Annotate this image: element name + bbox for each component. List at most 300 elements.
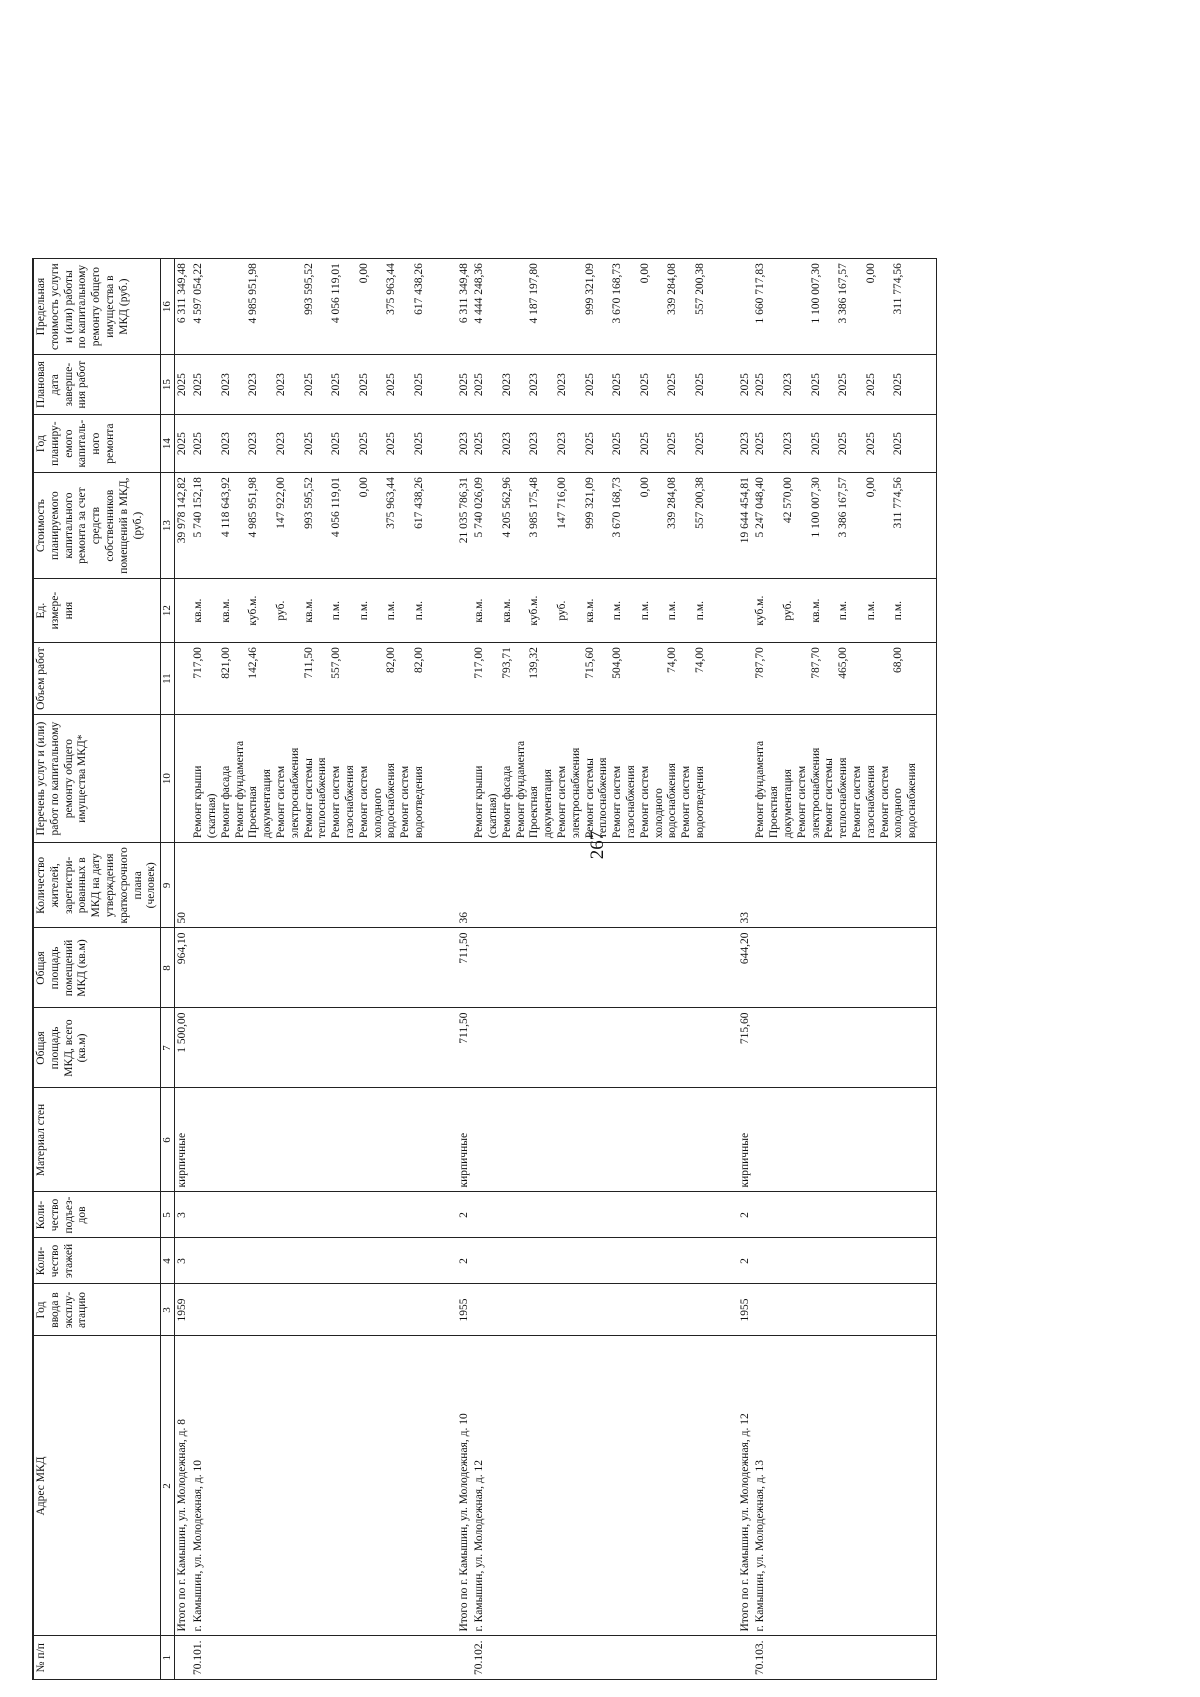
work-limit: 311 774,56 — [892, 263, 905, 315]
header-cell: Объем работ — [33, 643, 161, 715]
work-cost: 5 740 152,18 — [192, 477, 205, 538]
work-cost-list — [191, 473, 441, 579]
total-end-year: 2025 — [175, 355, 191, 415]
work-volume-list — [191, 643, 441, 715]
work-unit: кв.м. — [473, 598, 486, 623]
work-volume — [865, 647, 893, 710]
empty-cell — [723, 1088, 738, 1192]
empty-cell — [738, 643, 754, 715]
year-built: 1955 — [457, 1284, 473, 1336]
header-cell: Предельная стоимость услуги и (или) работы по капитальному ремонту общего имущества в МКД (руб.) — [33, 259, 161, 355]
work-end-year: 2025 — [694, 373, 707, 397]
empty-cell — [753, 1284, 921, 1336]
work-year: 2023 — [528, 432, 541, 456]
empty-cell — [753, 1088, 921, 1192]
work-limit: 999 321,09 — [583, 263, 596, 315]
wall-material: кирпичные — [175, 1088, 191, 1192]
empty-cell — [442, 355, 457, 415]
work-limit: 0,00 — [864, 263, 877, 284]
work-year: 2023 — [247, 432, 260, 456]
residents-count: 50 — [175, 843, 191, 928]
work-unit-list — [191, 579, 441, 643]
empty-cell — [723, 843, 738, 928]
empty-cell — [921, 843, 937, 928]
work-cost: 617 438,26 — [412, 477, 425, 529]
work-volume: 68,00 — [892, 647, 905, 673]
row-number: 70.102. — [472, 1636, 722, 1680]
total-row — [175, 259, 191, 1680]
empty-cell — [472, 928, 722, 1008]
empty-cell — [472, 1088, 722, 1192]
work-name-list — [191, 715, 441, 843]
empty-cell — [753, 843, 921, 928]
work-name: Ремонт фасада — [219, 765, 232, 839]
work-name: Ремонт систем холодного водоснабжения — [638, 763, 679, 839]
work-volume: 142,46 — [247, 647, 260, 679]
work-volume: 74,00 — [666, 647, 679, 673]
work-unit-list — [753, 579, 921, 643]
house-row — [472, 259, 722, 1680]
work-cost: 4 118 643,92 — [219, 477, 232, 538]
work-end-year-list — [753, 355, 921, 415]
work-volume: 82,00 — [385, 647, 398, 673]
empty-cell — [442, 928, 457, 1008]
work-end-year: 2025 — [809, 373, 822, 397]
work-cost: 339 284,08 — [666, 477, 679, 529]
work-volume: 787,70 — [754, 647, 767, 679]
header-cell: Ед. измере-ния — [33, 579, 161, 643]
work-unit: кв.м. — [219, 598, 232, 623]
work-volume: 74,00 — [694, 647, 707, 673]
work-unit: п.м. — [694, 601, 707, 621]
work-volume — [782, 647, 810, 710]
empty-cell — [753, 1008, 921, 1088]
work-limit: 0,00 — [357, 263, 370, 284]
work-unit: куб.м. — [528, 595, 541, 626]
work-year: 2025 — [809, 432, 822, 456]
residents-count: 36 — [457, 843, 473, 928]
empty-cell — [921, 415, 937, 473]
work-unit: кв.м. — [500, 598, 513, 623]
work-end-year: 2025 — [754, 373, 767, 397]
work-year: 2025 — [666, 432, 679, 456]
work-name: Ремонт систем холодного водоснабжения — [878, 763, 919, 839]
empty-cell — [472, 1238, 722, 1284]
empty-cell — [921, 1192, 937, 1238]
total-repair-year: 2023 — [457, 415, 473, 473]
header-cell: Материал стен — [33, 1088, 161, 1192]
empty-cell — [921, 1238, 937, 1284]
column-number: 2 — [161, 1336, 175, 1636]
empty-cell — [457, 643, 473, 715]
header-cell: Плановая дата заверше-ния работ — [33, 355, 161, 415]
table-body — [175, 259, 937, 1680]
work-unit: кв.м. — [583, 598, 596, 623]
work-volume: 711,50 — [302, 647, 315, 679]
work-limit: 557 200,38 — [694, 263, 707, 315]
work-year: 2023 — [274, 432, 287, 456]
empty-cell — [921, 1008, 937, 1088]
empty-cell — [175, 579, 191, 643]
floors-count: 3 — [175, 1238, 191, 1284]
work-unit: кв.м. — [192, 598, 205, 623]
work-volume: 793,71 — [500, 647, 513, 679]
work-end-year: 2025 — [330, 373, 343, 397]
empty-cell — [442, 259, 457, 355]
work-limit: 339 284,08 — [666, 263, 679, 315]
work-name: Проектная документация — [528, 769, 555, 839]
work-end-year: 2023 — [500, 373, 513, 397]
work-end-year: 2025 — [385, 373, 398, 397]
work-cost: 3 670 168,73 — [611, 477, 624, 538]
total-label: Итого по г. Камышин, ул. Молодежная, д. 12 — [738, 1336, 754, 1636]
work-unit: п.м. — [638, 601, 651, 621]
total-cost: 21 035 786,31 — [457, 473, 473, 579]
work-limit — [782, 263, 810, 350]
work-cost: 4 205 562,96 — [500, 477, 513, 538]
empty-cell — [921, 1336, 937, 1636]
empty-cell — [723, 415, 738, 473]
entrances-count: 2 — [457, 1192, 473, 1238]
page-number: 267 — [587, 830, 608, 860]
work-limit — [556, 263, 584, 350]
empty-cell — [738, 715, 754, 843]
empty-cell — [457, 1636, 473, 1680]
work-limit — [220, 263, 248, 350]
work-volume: 504,00 — [611, 647, 624, 679]
empty-cell — [442, 1238, 457, 1284]
empty-cell — [921, 1088, 937, 1192]
work-name: Проектная документация — [247, 769, 274, 839]
empty-cell — [753, 928, 921, 1008]
total-area: 1 500,00 — [175, 1008, 191, 1088]
column-number: 4 — [161, 1238, 175, 1284]
repair-plan-table — [32, 258, 937, 1680]
work-year: 2025 — [837, 432, 850, 456]
work-unit: п.м. — [330, 601, 343, 621]
work-volume: 717,00 — [192, 647, 205, 679]
work-name: Ремонт системы теплоснабжения — [302, 757, 329, 839]
work-end-year: 2023 — [782, 373, 795, 397]
empty-cell — [723, 355, 738, 415]
work-year-list — [191, 415, 441, 473]
empty-cell — [442, 579, 457, 643]
total-row — [457, 259, 473, 1680]
empty-cell — [921, 1636, 937, 1680]
work-end-year: 2025 — [666, 373, 679, 397]
work-name: Ремонт систем холодного водоснабжения — [357, 763, 398, 839]
work-name: Ремонт систем газоснабжения — [611, 765, 638, 839]
empty-cell — [442, 643, 457, 715]
work-volume: 787,70 — [809, 647, 822, 679]
work-end-year: 2025 — [473, 373, 486, 397]
empty-cell — [191, 1192, 441, 1238]
row-number: 70.103. — [753, 1636, 921, 1680]
empty-cell — [723, 928, 738, 1008]
work-limit: 4 187 197,80 — [528, 263, 541, 324]
work-unit: п.м. — [666, 601, 679, 621]
empty-cell — [472, 843, 722, 928]
floors-count: 2 — [738, 1238, 754, 1284]
empty-cell — [442, 473, 457, 579]
work-end-year: 2025 — [302, 373, 315, 397]
column-number: 12 — [161, 579, 175, 643]
empty-cell — [723, 1192, 738, 1238]
work-end-year: 2023 — [247, 373, 260, 397]
empty-cell — [723, 1336, 738, 1636]
empty-cell — [191, 1238, 441, 1284]
empty-cell — [753, 1192, 921, 1238]
empty-cell — [175, 643, 191, 715]
empty-cell — [442, 415, 457, 473]
work-year: 2025 — [385, 432, 398, 456]
empty-cell — [738, 1636, 754, 1680]
header-cell: Год ввода в эксплу-атацию — [33, 1284, 161, 1336]
work-unit: кв.м. — [809, 598, 822, 623]
work-cost: 0,00 — [357, 477, 370, 498]
work-volume — [358, 647, 386, 710]
empty-cell — [921, 715, 937, 843]
work-limit: 4 056 119,01 — [330, 263, 343, 324]
empty-cell — [442, 1008, 457, 1088]
empty-cell — [191, 1088, 441, 1192]
work-end-year: 2023 — [556, 373, 569, 397]
work-cost: 557 200,38 — [694, 477, 707, 529]
work-end-year: 2025 — [412, 373, 425, 397]
row-number: 70.101. — [191, 1636, 441, 1680]
work-limit: 1 660 717,83 — [754, 263, 767, 324]
empty-cell — [723, 259, 738, 355]
work-limit: 617 438,26 — [412, 263, 425, 315]
entrances-count: 2 — [738, 1192, 754, 1238]
total-end-year: 2025 — [457, 355, 473, 415]
total-label: Итого по г. Камышин, ул. Молодежная, д. 8 — [175, 1336, 191, 1636]
work-year: 2025 — [583, 432, 596, 456]
work-year: 2023 — [782, 432, 795, 456]
work-name: Ремонт крыши (скатная) — [473, 765, 500, 839]
work-year: 2025 — [864, 432, 877, 456]
work-year: 2025 — [892, 432, 905, 456]
work-year: 2025 — [330, 432, 343, 456]
empty-cell — [175, 1636, 191, 1680]
header-cell: № п/п — [33, 1636, 161, 1680]
empty-cell — [921, 643, 937, 715]
work-volume — [639, 647, 667, 710]
work-limit — [275, 263, 303, 350]
entrances-count: 3 — [175, 1192, 191, 1238]
wall-material: кирпичные — [738, 1088, 754, 1192]
work-name: Ремонт системы теплоснабжения — [583, 757, 610, 839]
house-address: г. Камышин, ул. Молодежная, д. 13 — [753, 1336, 921, 1636]
empty-cell — [723, 643, 738, 715]
empty-cell — [442, 843, 457, 928]
work-name: Ремонт фасада — [500, 765, 513, 839]
work-unit-list — [472, 579, 722, 643]
work-end-year: 2025 — [892, 373, 905, 397]
work-cost: 5 740 026,09 — [473, 477, 486, 538]
work-year: 2025 — [694, 432, 707, 456]
work-limit: 4 597 054,22 — [192, 263, 205, 324]
work-year: 2025 — [357, 432, 370, 456]
work-volume: 82,00 — [412, 647, 425, 673]
work-unit: руб. — [274, 600, 287, 621]
work-end-year: 2025 — [611, 373, 624, 397]
column-number: 15 — [161, 355, 175, 415]
work-name: Ремонт фундамента — [233, 740, 246, 839]
work-cost: 311 774,56 — [892, 477, 905, 529]
work-end-year: 2023 — [274, 373, 287, 397]
work-end-year: 2025 — [837, 373, 850, 397]
house-address: г. Камышин, ул. Молодежная, д. 12 — [472, 1336, 722, 1636]
empty-cell — [753, 1238, 921, 1284]
total-repair-year: 2023 — [738, 415, 754, 473]
empty-cell — [191, 843, 441, 928]
total-cost: 19 644 454,81 — [738, 473, 754, 579]
work-name: Ремонт систем электроснабжения — [274, 747, 301, 839]
work-unit: п.м. — [864, 601, 877, 621]
work-volume: 821,00 — [219, 647, 232, 679]
work-name: Ремонт системы теплоснабжения — [823, 757, 850, 839]
work-year: 2023 — [500, 432, 513, 456]
header-cell: Год планиру-емого капиталь-ного ремонта — [33, 415, 161, 473]
empty-cell — [921, 928, 937, 1008]
empty-cell — [457, 715, 473, 843]
work-name: Ремонт фундамента — [514, 740, 527, 839]
column-number-row — [161, 259, 175, 1680]
empty-cell — [442, 1336, 457, 1636]
work-limit: 1 100 007,30 — [809, 263, 822, 324]
work-end-year-list — [472, 355, 722, 415]
work-cost: 3 985 175,48 — [528, 477, 541, 538]
empty-cell — [442, 715, 457, 843]
work-name: Ремонт систем водоотведения — [399, 765, 425, 839]
header-cell: Адрес МКД — [33, 1336, 161, 1636]
work-volume-list — [753, 643, 921, 715]
work-name: Ремонт систем газоснабжения — [330, 765, 356, 839]
work-name-list — [753, 715, 921, 843]
work-end-year: 2023 — [219, 373, 232, 397]
work-end-year: 2025 — [583, 373, 596, 397]
work-cost: 5 247 048,40 — [754, 477, 767, 538]
work-year: 2025 — [638, 432, 651, 456]
work-name: Ремонт систем электроснабжения — [795, 747, 822, 839]
work-cost-list — [472, 473, 722, 579]
column-number: 5 — [161, 1192, 175, 1238]
work-unit: п.м. — [837, 601, 850, 621]
header-cell: Количество жителей, зарегистри-рованных в МКД на дату утверждения краткосрочного плана (человек) — [33, 843, 161, 928]
empty-cell — [738, 579, 754, 643]
work-name: Ремонт систем водоотведения — [680, 765, 707, 839]
work-unit: п.м. — [611, 601, 624, 621]
work-end-year-list — [191, 355, 441, 415]
work-cost: 375 963,44 — [385, 477, 398, 529]
column-number: 9 — [161, 843, 175, 928]
rooms-area: 711,50 — [457, 928, 473, 1008]
header-cell: Общая площадь помещений МКД (кв.м) — [33, 928, 161, 1008]
work-year: 2023 — [556, 432, 569, 456]
header-cell: Общая площадь МКД, всего (кв.м) — [33, 1008, 161, 1088]
work-year: 2025 — [412, 432, 425, 456]
column-number: 16 — [161, 259, 175, 355]
work-limit: 3 386 167,57 — [837, 263, 850, 324]
work-volume: 557,00 — [330, 647, 343, 679]
work-year: 2025 — [192, 432, 205, 456]
work-cost: 993 595,52 — [302, 477, 315, 529]
total-row — [738, 259, 754, 1680]
empty-cell — [191, 1284, 441, 1336]
work-limit — [501, 263, 529, 350]
work-cost-list — [753, 473, 921, 579]
rooms-area: 644,20 — [738, 928, 754, 1008]
empty-cell — [921, 1284, 937, 1336]
house-address: г. Камышин, ул. Молодежная, д. 10 — [191, 1336, 441, 1636]
header-cell: Коли-чество подъез-дов — [33, 1192, 161, 1238]
total-end-year: 2025 — [738, 355, 754, 415]
work-limit: 0,00 — [638, 263, 651, 284]
work-cost: 999 321,09 — [583, 477, 596, 529]
total-cost: 39 978 142,82 — [175, 473, 191, 579]
total-limit: 6 311 349,48 — [175, 259, 191, 355]
empty-cell — [723, 1636, 738, 1680]
work-limit-list — [753, 259, 921, 355]
total-repair-year: 2025 — [175, 415, 191, 473]
work-cost: 42 570,00 — [782, 477, 795, 524]
empty-cell — [723, 715, 738, 843]
total-area: 711,50 — [457, 1008, 473, 1088]
wall-material: кирпичные — [457, 1088, 473, 1192]
column-number: 10 — [161, 715, 175, 843]
work-end-year: 2023 — [528, 373, 541, 397]
column-number: 7 — [161, 1008, 175, 1088]
floors-count: 2 — [457, 1238, 473, 1284]
work-limit: 3 670 168,73 — [611, 263, 624, 324]
work-year: 2025 — [302, 432, 315, 456]
header-cell: Коли-чество этажей — [33, 1238, 161, 1284]
spacer-row — [723, 259, 738, 1680]
empty-cell — [723, 1008, 738, 1088]
house-row — [753, 259, 921, 1680]
column-number: 1 — [161, 1636, 175, 1680]
work-volume — [556, 647, 584, 710]
empty-cell — [442, 1284, 457, 1336]
residents-count: 33 — [738, 843, 754, 928]
empty-cell — [723, 1284, 738, 1336]
year-built: 1955 — [738, 1284, 754, 1336]
work-name: Проектная документация — [768, 769, 795, 839]
work-unit: п.м. — [357, 601, 370, 621]
total-label: Итого по г. Камышин, ул. Молодежная, д. 10 — [457, 1336, 473, 1636]
work-unit: куб.м. — [754, 595, 767, 626]
work-limit: 375 963,44 — [385, 263, 398, 315]
work-unit: п.м. — [412, 601, 425, 621]
work-unit: куб.м. — [247, 595, 260, 626]
work-cost: 147 922,00 — [274, 477, 287, 529]
column-number: 11 — [161, 643, 175, 715]
empty-cell — [921, 355, 937, 415]
work-cost: 3 386 167,57 — [837, 477, 850, 538]
work-end-year: 2025 — [357, 373, 370, 397]
work-name-list — [472, 715, 722, 843]
column-number: 6 — [161, 1088, 175, 1192]
total-limit — [738, 259, 754, 355]
empty-cell — [723, 579, 738, 643]
empty-cell — [442, 1088, 457, 1192]
empty-cell — [175, 715, 191, 843]
empty-cell — [921, 259, 937, 355]
work-volume-list — [472, 643, 722, 715]
rooms-area: 964,10 — [175, 928, 191, 1008]
spacer-row — [442, 259, 457, 1680]
